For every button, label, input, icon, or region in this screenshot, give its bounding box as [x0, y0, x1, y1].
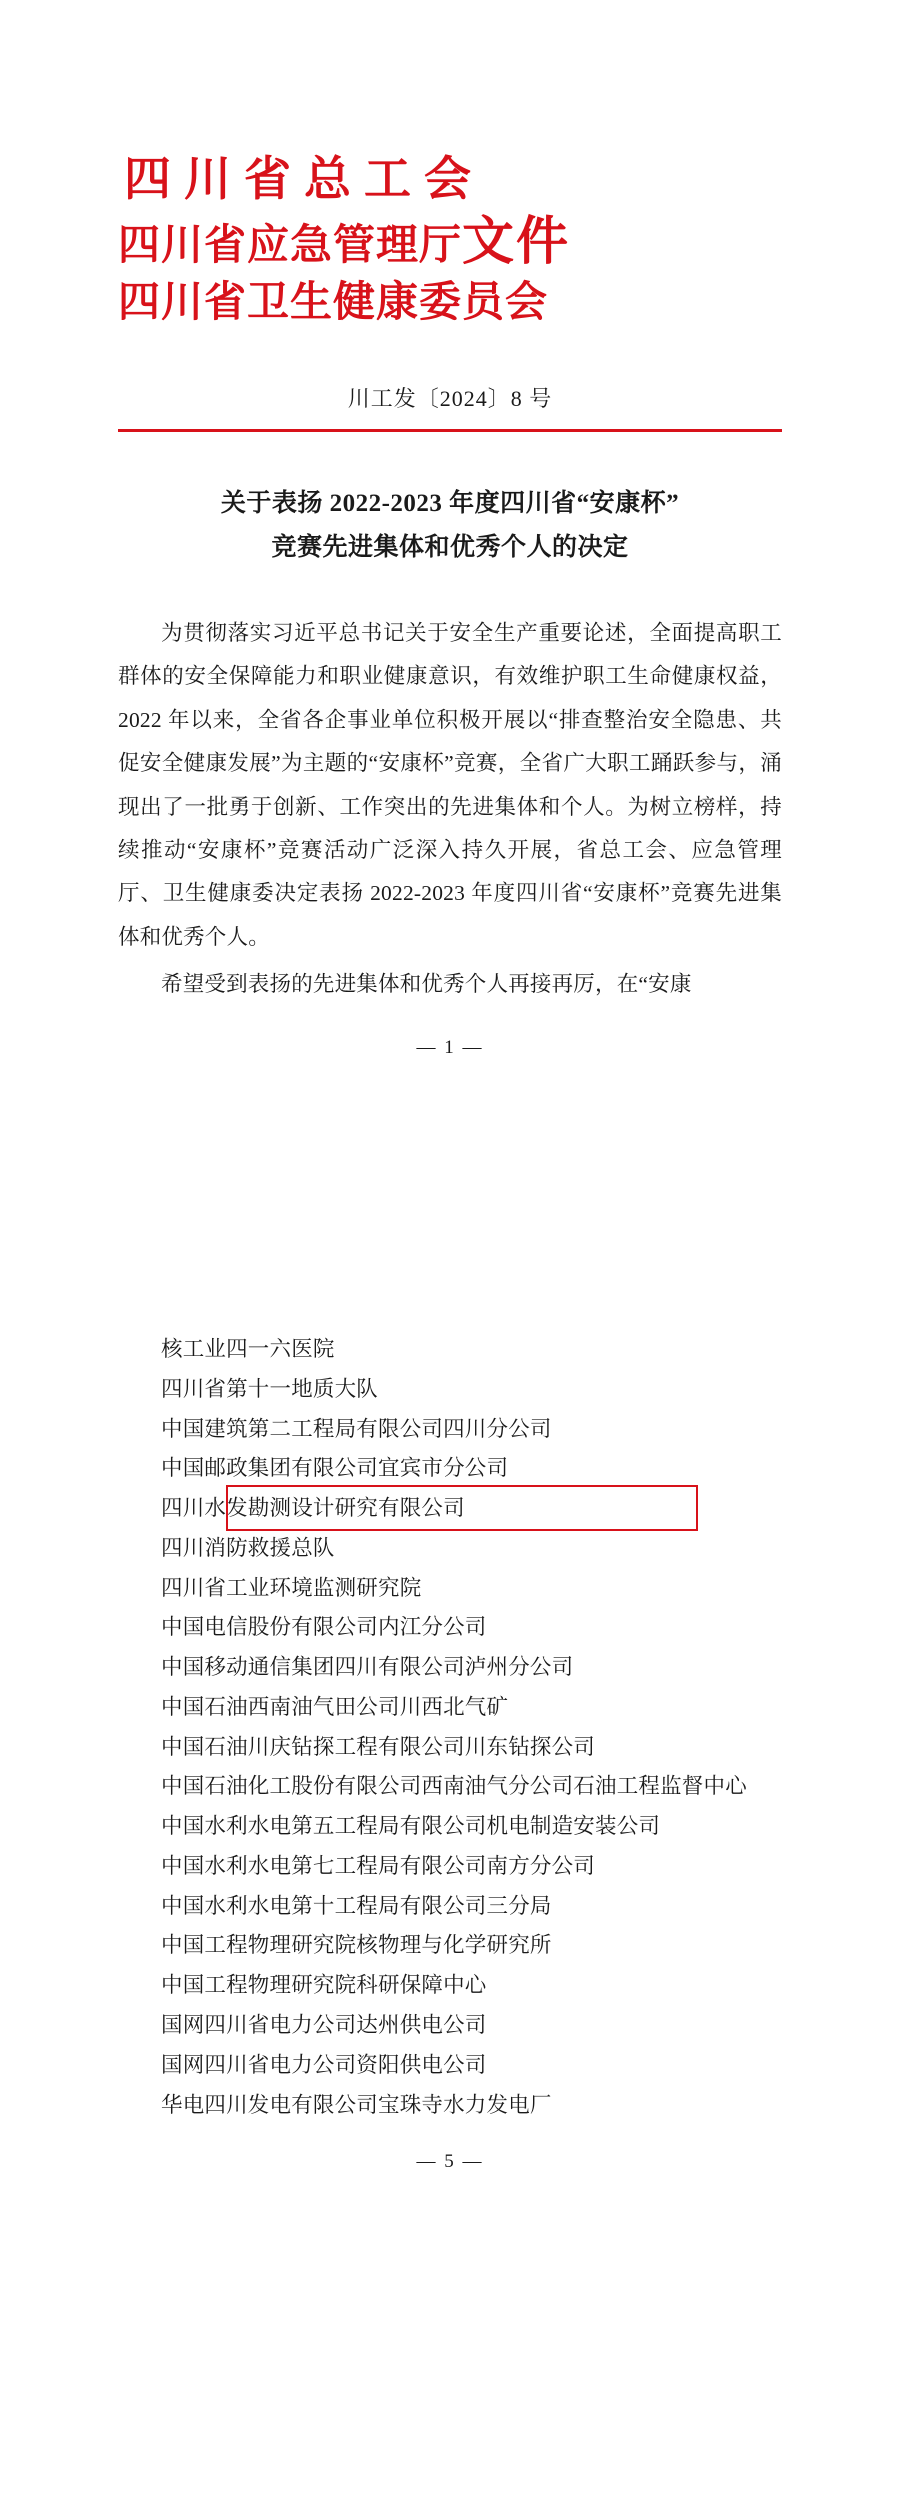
list-item: 中国水利水电第七工程局有限公司南方分公司 [161, 1853, 596, 1878]
list-item: 中国电信股份有限公司内江分公司 [161, 1615, 487, 1640]
page-number-2: — 5 — [416, 2151, 484, 2173]
masthead-line-1: 四川省总工会 [124, 154, 484, 206]
list-item: 国网四川省电力公司资阳供电公司 [161, 2052, 487, 2077]
list-item: 中国水利水电第五工程局有限公司机电制造安装公司 [161, 1814, 661, 1839]
document-masthead [118, 150, 782, 330]
document-title-line-1: 关于表扬 2022-2023 年度四川省“安康杯” [220, 490, 680, 518]
body-paragraph-2: 希望受到表扬的先进集体和优秀个人再接再厉，在“安康 [161, 972, 692, 997]
list-item: 中国石油西南油气田公司川西北气矿 [161, 1694, 509, 1719]
list-item: 中国水利水电第十工程局有限公司三分局 [161, 1893, 552, 1918]
document-number: 川工发〔2024〕8 号 [347, 386, 553, 412]
list-item: 四川消防救援总队 [161, 1535, 335, 1560]
masthead-line-2 [118, 210, 782, 277]
page-number-1: — 1 — [416, 1036, 484, 1058]
organization-list-container [118, 1330, 782, 2125]
document-page-2 [0, 1330, 900, 2510]
page-separator [0, 1180, 900, 1330]
red-divider-rule [118, 429, 782, 432]
list-item: 四川水发勘测设计研究有限公司 [161, 1496, 465, 1521]
list-item: 中国工程物理研究院科研保障中心 [161, 1973, 487, 1998]
list-item: 四川省工业环境监测研究院 [161, 1575, 422, 1600]
list-item: 四川省第十一地质大队 [161, 1376, 379, 1401]
masthead-document-word: 文件 [462, 214, 571, 272]
list-item: 华电四川发电有限公司宝珠寺水力发电厂 [161, 2092, 552, 2117]
document-title-line-2: 竞赛先进集体和优秀个人的决定 [271, 534, 629, 562]
organization-list [118, 1330, 782, 2125]
masthead-line-2-text: 四川省应急管理厅 [118, 223, 463, 270]
masthead-line-3: 四川省卫生健康委员会 [118, 279, 549, 326]
list-item: 国网四川省电力公司达州供电公司 [161, 2013, 487, 2038]
list-item: 中国移动通信集团四川有限公司泸州分公司 [161, 1655, 574, 1680]
list-item: 中国工程物理研究院核物理与化学研究所 [161, 1933, 552, 1958]
list-item: 核工业四一六医院 [161, 1337, 335, 1361]
list-item: 中国石油川庆钻探工程有限公司川东钻探公司 [161, 1734, 596, 1759]
list-item: 中国邮政集团有限公司宜宾市分公司 [161, 1456, 509, 1481]
document-page-1 [0, 0, 900, 1180]
document-title [146, 482, 754, 570]
list-item: 中国石油化工股份有限公司西南油气分公司石油工程监督中心 [161, 1774, 747, 1799]
body-paragraph-1: 为贯彻落实习近平总书记关于安全生产重要论述，全面提高职工群体的安全保障能力和职业健康意识，有效维护职工生命健康权益，2022 年以来，全省各企事业单位积极开展以“排查整治安全隐患、共促安全健康发展”为主题的“安康杯”竞赛，全省广大职工踊跃参与，涌现出了一批勇于创新、工作突出的先进集体和个人。为树立榜样，持续推动“安康杯”竞赛活动广泛深入持久开展，省总工会、应急管理厅、卫生健康委决定表扬 2022-2023 年度四川省“安康杯”竞赛先进集体和优秀个人。 [118, 620, 782, 949]
list-item: 中国建筑第二工程局有限公司四川分公司 [161, 1416, 552, 1441]
